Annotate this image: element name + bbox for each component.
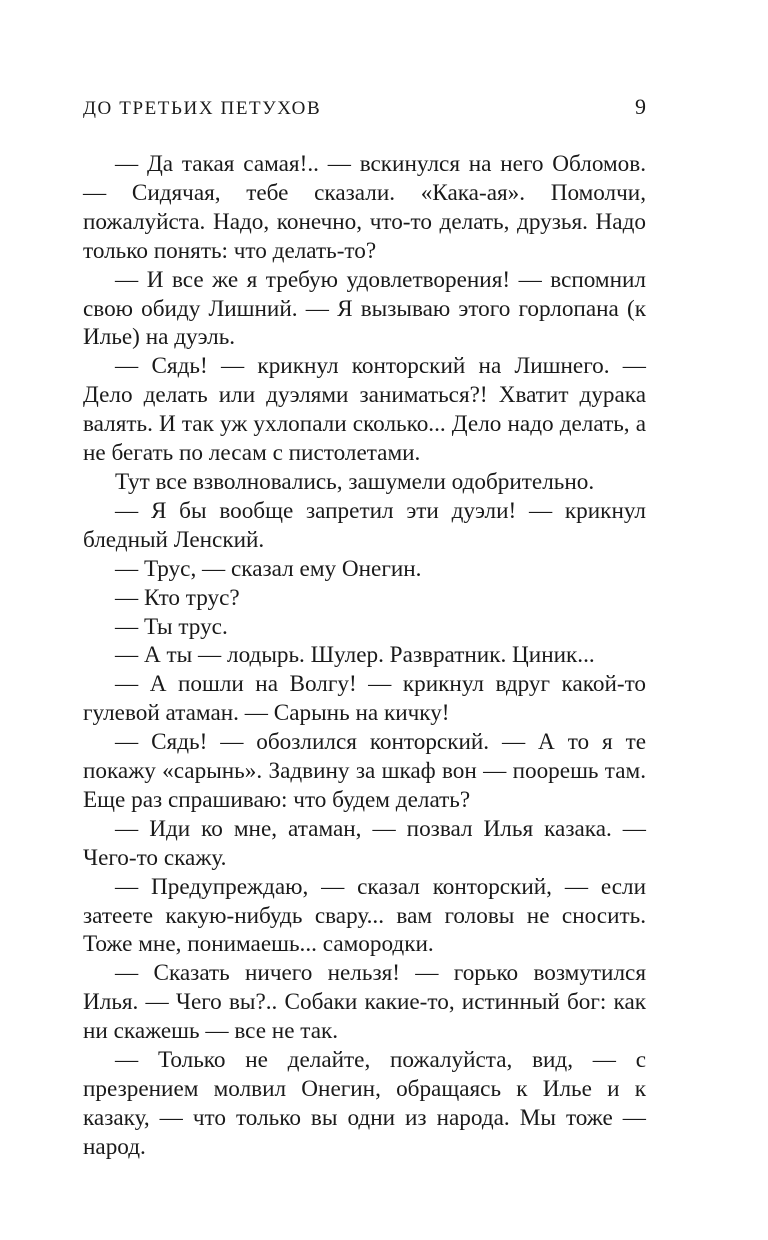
paragraph: — Сядь! — обозлился конторский. — А то я те покажу «сарынь». Задвину за шкаф вон — поорешь там. Еще раз спрашиваю: что будем делать? — [83, 729, 646, 813]
paragraph: — А ты — лодырь. Шулер. Развратник. Циник... — [115, 642, 595, 669]
paragraph: — Сядь! — крикнул конторский на Лишнего. — Дело делать или дуэлями заниматься?! Хватит дурака валять. И так уж ухлопали сколько... Дело надо делать, а не бегать по лесам с пистолетами. — [83, 353, 646, 467]
paragraph: Тут все взволновались, зашумели одобрительно. — [115, 468, 595, 495]
paragraph: — Иди ко мне, атаман, — позвал Илья казака. — Чего-то скажу. — [83, 815, 646, 871]
paragraph: — Только не делайте, пожалуйста, вид, — с презрением молвил Онегин, обращаясь к Илье и к казаку, — что только вы одни из народа. Мы тоже — народ. — [83, 1047, 646, 1160]
running-title: ДО ТРЕТЬИХ ПЕТУХОВ — [83, 98, 322, 119]
paragraph: — Предупреждаю, — сказал конторский, — если затеете какую-нибудь свару... вам головы не сносить. Тоже мне, понимаешь... самородки. — [83, 873, 646, 958]
paragraph: — Трус, — сказал ему Онегин. — [115, 555, 422, 582]
paragraph: — Да такая самая!.. — вскинулся на него Обломов. — Сидячая, тебе сказали. «Кака-ая». Помолчи, пожалуйста. Надо, конечно, что-то делать, друзья. Надо только понять: что делать-то? — [83, 151, 646, 264]
paragraph: — Я бы вообще запретил эти дуэли! — крикнул бледный Ленский. — [83, 497, 646, 553]
paragraph: — Сказать ничего нельзя! — горько возмутился Илья. — Чего вы?.. Собаки какие-то, истинный бог: как ни скажешь — все не так. — [83, 960, 646, 1045]
body-text — [83, 150, 646, 1162]
paragraph: — Ты трус. — [115, 613, 228, 640]
page-number: 9 — [635, 94, 646, 119]
paragraph: — Кто трус? — [115, 584, 240, 611]
paragraph: — А пошли на Волгу! — крикнул вдруг какой-то гулевой атаман. — Сарынь на кичку! — [83, 671, 646, 727]
paragraph: — И все же я требую удовлетворения! — вспомнил свою обиду Лишний. — Я вызываю этого горлопана (к Илье) на дуэль. — [83, 266, 646, 351]
